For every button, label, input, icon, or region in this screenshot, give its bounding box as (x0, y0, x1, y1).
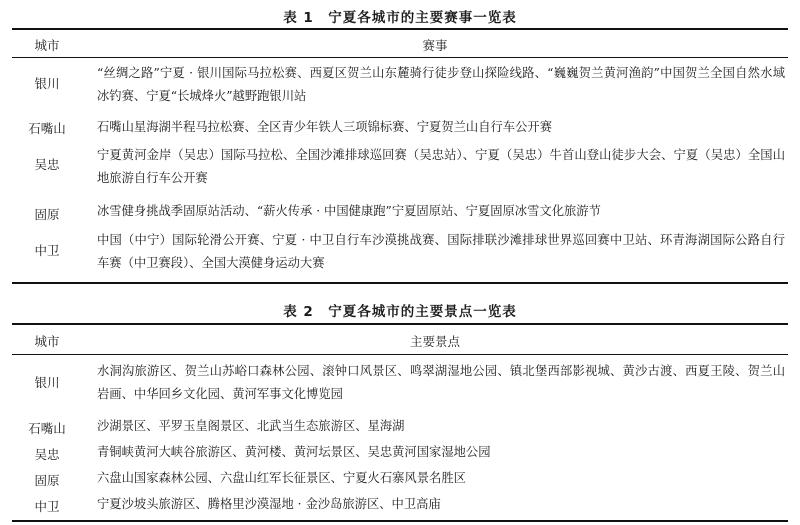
table2-caption: 表 2 宁夏各城市的主要景点一览表 (283, 304, 517, 320)
table2-row-city: 石嘴山 (28, 421, 66, 436)
table2-row-city: 中卫 (34, 499, 60, 514)
table1-row-city: 石嘴山 (28, 121, 66, 136)
table2-row-content: 青铜峡黄河大峡谷旅游区、黄河楼、黄河坛景区、吴忠黄河国家湿地公园 (97, 445, 491, 459)
table1-header-city: 城市 (34, 38, 60, 53)
table1-row-city: 吴忠 (34, 157, 60, 172)
table1-top-rule (12, 28, 788, 30)
table1-row-city: 中卫 (34, 243, 60, 258)
table2-row-city: 固原 (34, 473, 60, 488)
table1-row-content: “丝绸之路”宁夏 · 银川国际马拉松赛、西夏区贺兰山东麓骑行徒步登山探险线路、“巍巍贺兰黄河渔韵”中国贺兰全国自然水域冰钓赛、宁夏“长城烽火”越野跑银川站 (97, 66, 785, 103)
table1-header-content: 赛事 (422, 38, 448, 53)
table2-row-city: 吴忠 (34, 447, 60, 462)
table2-row-content: 沙湖景区、平罗玉皇阁景区、北武当生态旅游区、星海湖 (97, 419, 405, 433)
table1-row-city: 银川 (34, 76, 60, 91)
table2-row-content: 水洞沟旅游区、贺兰山苏峪口森林公园、滚钟口风景区、鸣翠湖湿地公园、镇北堡西部影视城、黄沙古渡、西夏王陵、贺兰山岩画、中华回乡文化园、黄河军事文化博览园 (97, 364, 785, 401)
table2-row-city: 银川 (34, 375, 60, 390)
table1-row-content: 宁夏黄河金岸（吴忠）国际马拉松、全国沙滩排球巡回赛（吴忠站）、宁夏（吴忠）牛首山登山徒步大会、宁夏（吴忠）全国山地旅游自行车公开赛 (97, 148, 785, 185)
table1-row-content: 中国（中宁）国际轮滑公开赛、宁夏 · 中卫自行车沙漠挑战赛、国际排联沙滩排球世界巡回赛中卫站、环青海湖国际公路自行车赛（中卫赛段）、全国大漠健身运动大赛 (97, 233, 785, 270)
table2-header-city: 城市 (34, 334, 60, 349)
table1-bottom-rule (12, 282, 788, 284)
table2-row-content: 宁夏沙坡头旅游区、腾格里沙漠湿地 · 金沙岛旅游区、中卫高庙 (97, 497, 441, 511)
table2-header-rule (12, 354, 788, 355)
table1-row-content: 冰雪健身挑战季固原站活动、“薪火传承 · 中国健康跑”宁夏固原站、宁夏固原冰雪文化旅游节 (97, 204, 601, 218)
table1-header-rule (12, 57, 788, 58)
table2-row-content: 六盘山国家森林公园、六盘山红军长征景区、宁夏火石寨风景名胜区 (97, 471, 466, 485)
table1-row-city: 固原 (34, 207, 60, 222)
table2-header-content: 主要景点 (409, 334, 460, 349)
table1-row-content: 石嘴山星海湖半程马拉松赛、全区青少年铁人三项锦标赛、宁夏贺兰山自行车公开赛 (97, 120, 552, 134)
table1-caption: 表 1 宁夏各城市的主要赛事一览表 (283, 10, 517, 26)
table2-bottom-rule (12, 520, 788, 522)
table2-top-rule (12, 323, 788, 325)
